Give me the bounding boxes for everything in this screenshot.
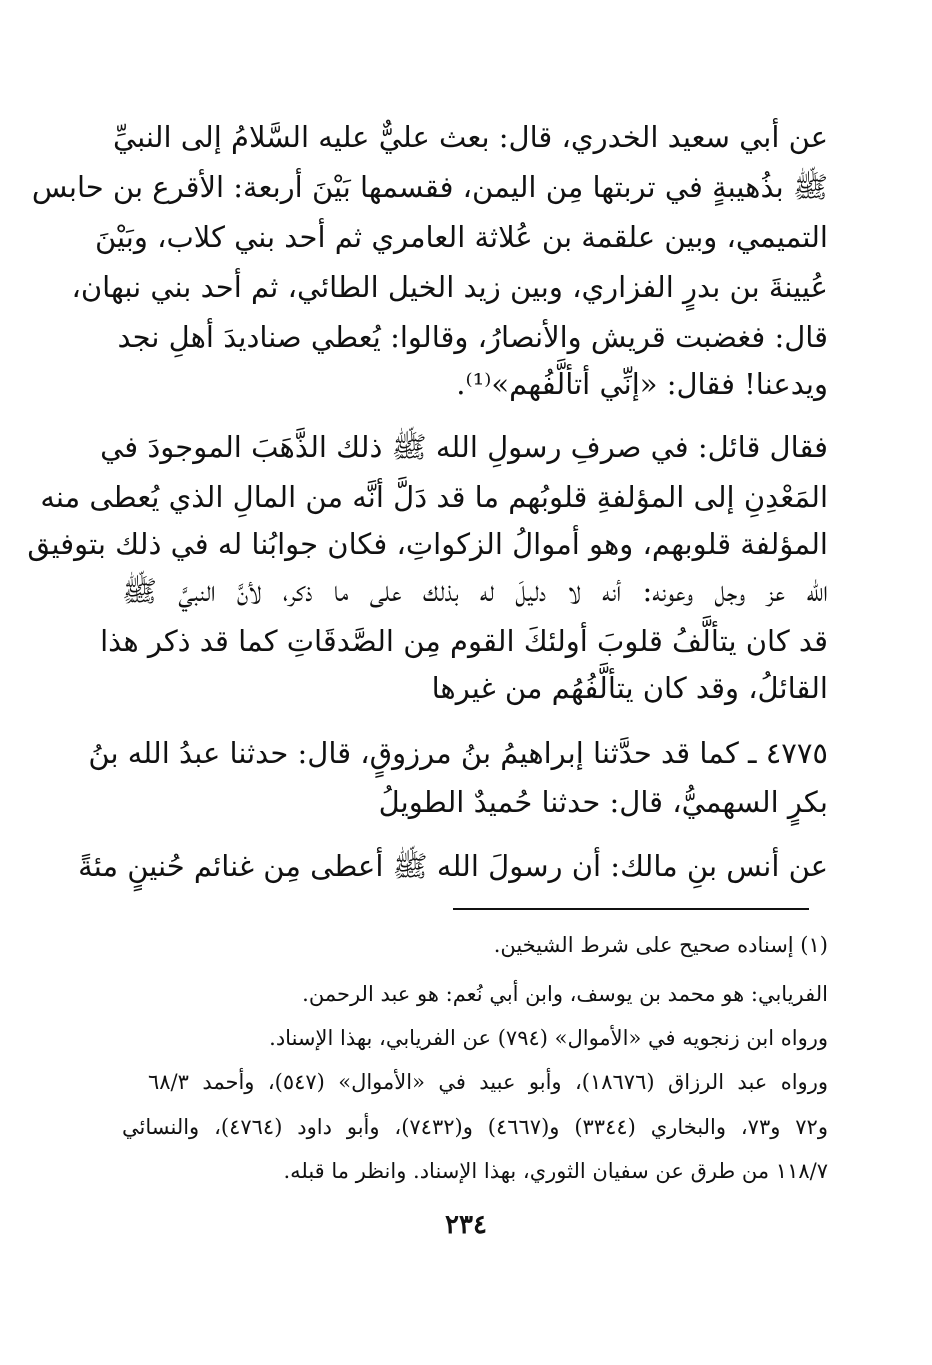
footnote-divider [453, 908, 809, 910]
hadith-heading-line: بكرٍ السهميُّ، قال: حدثنا حُميدٌ الطويلُ [378, 785, 828, 819]
text-line: فقال قائل: في صرفِ رسولِ الله ﷺ ذلك الذَّهَبَ الموجودَ في [100, 430, 828, 464]
footnote-line: (١) إسناده صحيح على شرط الشيخين. [493, 933, 828, 957]
footnote-line: و٧٢ و٧٣، والبخاري (٣٣٤٤) و(٤٦٦٧) و(٧٤٣٢)، وأبو داود (٤٧٦٤)، والنسائي [122, 1115, 828, 1139]
text-line: الله عز وجل وعونه: أنه لا دليلَ له بذلك على ما ذكر، لأنَّ النبيَّ ﷺ [122, 574, 828, 608]
footnote-line: ورواه عبد الرزاق (١٨٦٧٦)، وأبو عبيد في «الأموال» (٥٤٧)، وأحمد ٦٨/٣ [148, 1070, 828, 1094]
text-line: القائلُ، وقد كان يتألَّفُهُم من غيرها [431, 671, 828, 705]
footnote-line: ورواه ابن زنجويه في «الأموال» (٧٩٤) عن الفريابي، بهذا الإسناد. [269, 1026, 828, 1050]
text-line: المَعْدِنِ إلى المؤلفةِ قلوبُهم ما قد دَلَّ أنَّه من المالِ الذي يُعطى منه [40, 480, 828, 514]
text-line: ﷺ بذُهيبةٍ في تربتها مِن اليمن، فقسمها بَيْنَ أربعة: الأقرع بن حابس [31, 170, 828, 204]
text-line: المؤلفة قلوبهم، وهو أموالُ الزكواتِ، فكان جوابُنا له في ذلك بتوفيق [27, 527, 828, 561]
text-line: عن أنس بنِ مالك: أن رسولَ الله ﷺ أعطى مِن غنائم حُنينٍ مئةً [78, 849, 828, 883]
footnote-line: الفريابي: هو محمد بن يوسف، وابن أبي نُعم: هو عبد الرحمن. [302, 982, 828, 1006]
text-line: قال: فغضبت قريش والأنصارُ، وقالوا: يُعطي صناديدَ أهلِ نجد [117, 320, 828, 354]
footnote-line: ١١٨/٧ من طرق عن سفيان الثوري، بهذا الإسناد. وانظر ما قبله. [283, 1159, 828, 1183]
hadith-heading-line: ٤٧٧٥ ـ كما قد حدَّثنا إبراهيمُ بنُ مرزوقٍ، قال: حدثنا عبدُ الله بنُ [88, 736, 828, 770]
text-line: عُيينةَ بن بدرٍ الفزاري، وبين زيد الخيل الطائي، ثم أحد بني نبهان، [71, 270, 828, 304]
page-number: ٢٣٤ [445, 1210, 487, 1240]
text-line: عن أبي سعيد الخدري، قال: بعث عليٌّ عليه السَّلامُ إلى النبيِّ [112, 120, 828, 154]
text-line: ويدعنا! فقال: «إنِّي أتألَّفُهم»⁽¹⁾. [456, 367, 828, 401]
text-line: قد كان يتألَّفُ قلوبَ أولئكَ القوم مِن الصَّدقَاتِ كما قد ذكر هذا [100, 624, 828, 658]
text-line: التميمي، وبين علقمة بن عُلاثة العامري ثم أحد بني كلاب، وبَيْنَ [94, 220, 828, 254]
